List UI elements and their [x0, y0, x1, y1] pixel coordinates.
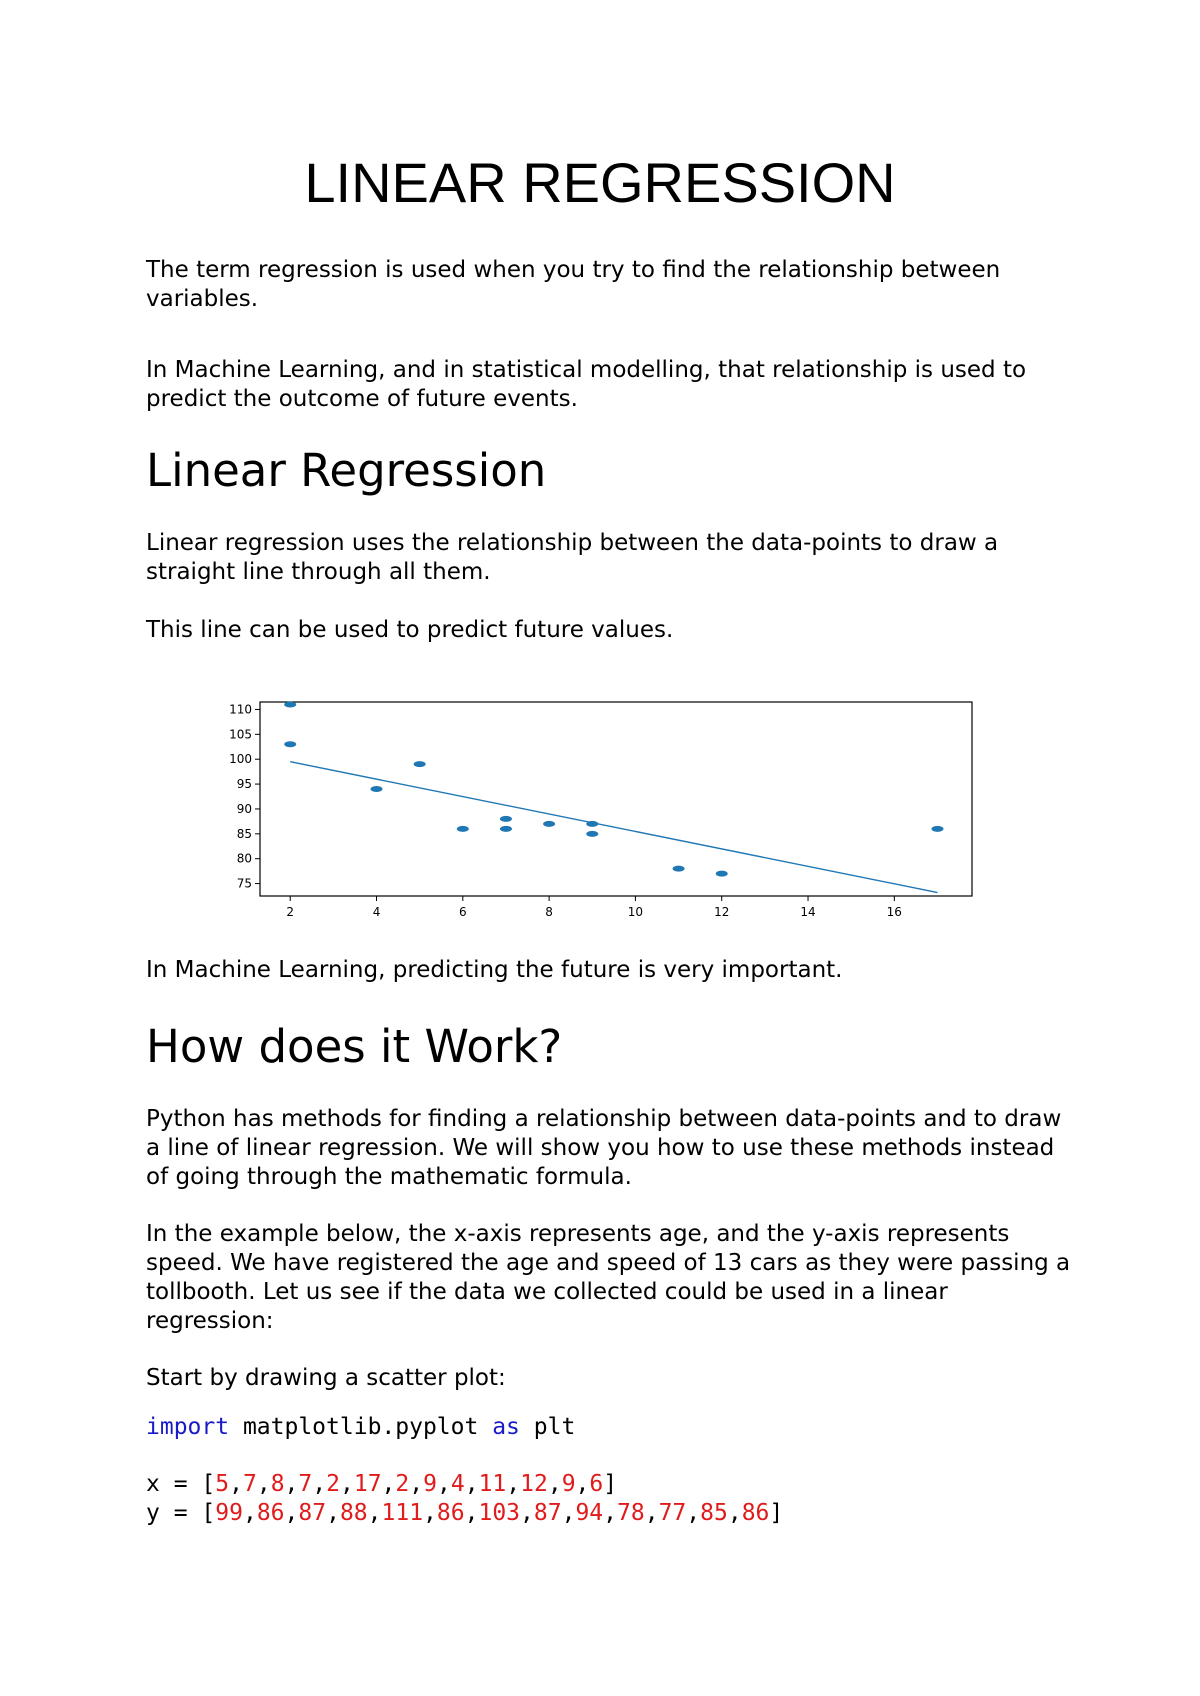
- code-separator: ,: [727, 1500, 742, 1526]
- section1-paragraph-1: Linear regression uses the relationship between the data-points to draw a straight line through all them.: [146, 530, 999, 585]
- y-tick-label: 75: [236, 876, 252, 891]
- code-number: 6: [589, 1471, 604, 1497]
- section-heading-linear-regression: Linear Regression: [146, 444, 547, 497]
- code-suffix: ]: [603, 1471, 618, 1497]
- chart-frame: [260, 702, 972, 896]
- code-separator: ,: [686, 1500, 701, 1526]
- data-point: [586, 831, 598, 837]
- code-number: 2: [326, 1471, 340, 1497]
- x-tick-label: 16: [886, 905, 902, 919]
- section-heading-how-does-it-work: How does it Work?: [146, 1020, 563, 1073]
- code-number: 86: [436, 1500, 465, 1526]
- code-import-line: [146, 1413, 575, 1442]
- code-number: 103: [478, 1500, 521, 1526]
- code-separator: ,: [312, 1471, 327, 1497]
- code-separator: ,: [409, 1471, 424, 1497]
- code-number: 99: [215, 1500, 243, 1526]
- y-tick-label: 110: [229, 702, 252, 717]
- data-point: [284, 741, 296, 747]
- intro-paragraph-2: In Machine Learning, and in statistical modelling, that relationship is used to predict the outcome of future events.: [146, 357, 1027, 412]
- x-tick-label: 10: [627, 905, 644, 919]
- code-y-line: [146, 1499, 783, 1528]
- scatter-chart: [190, 690, 990, 930]
- code-number: 7: [242, 1471, 257, 1497]
- code-keyword-as: as: [492, 1414, 520, 1440]
- code-number: 9: [423, 1471, 437, 1497]
- x-tick-label: 6: [458, 905, 467, 919]
- y-tick-label: 80: [236, 851, 252, 866]
- code-separator: ,: [367, 1500, 382, 1526]
- section2-paragraph-1: Python has methods for finding a relationship between data-points and to draw a line of linear regression. We will show you how to use these methods instead of going through the mathematic formula.: [146, 1106, 1062, 1190]
- code-number: 8: [270, 1471, 285, 1497]
- code-number: 4: [450, 1471, 465, 1497]
- code-number: 12: [520, 1471, 548, 1497]
- code-number: 88: [339, 1500, 368, 1526]
- code-separator: ,: [603, 1500, 617, 1526]
- code-number: 85: [700, 1500, 728, 1526]
- code-separator: ,: [436, 1471, 451, 1497]
- data-point: [716, 871, 728, 877]
- data-point: [371, 786, 383, 792]
- data-point: [931, 826, 943, 832]
- code-separator: ,: [506, 1471, 521, 1497]
- data-point: [284, 701, 296, 707]
- x-tick-label: 2: [286, 905, 295, 919]
- x-tick-label: 4: [372, 905, 381, 919]
- after-chart-paragraph: In Machine Learning, predicting the future is very important.: [146, 957, 843, 983]
- code-prefix: x = [: [146, 1471, 216, 1497]
- code-number: 77: [658, 1500, 687, 1526]
- code-number: 5: [215, 1471, 230, 1497]
- data-point: [586, 821, 598, 827]
- code-separator: ,: [561, 1500, 576, 1526]
- code-separator: ,: [464, 1471, 479, 1497]
- code-number: 7: [298, 1471, 313, 1497]
- regression-line: [290, 762, 937, 893]
- code-keyword-import: import: [146, 1414, 230, 1440]
- code-separator: ,: [339, 1471, 354, 1497]
- data-point: [673, 866, 685, 872]
- code-separator: ,: [284, 1500, 299, 1526]
- data-point: [414, 761, 426, 767]
- code-separator: ,: [242, 1500, 257, 1526]
- data-point: [500, 816, 512, 822]
- code-number: 87: [298, 1500, 327, 1526]
- y-tick-label: 85: [236, 826, 252, 841]
- code-separator: ,: [229, 1471, 243, 1497]
- code-separator: ,: [423, 1500, 437, 1526]
- code-separator: ,: [256, 1471, 271, 1497]
- code-number: 9: [561, 1471, 576, 1497]
- code-number: 78: [617, 1500, 645, 1526]
- chart-plot-area: [229, 701, 972, 919]
- code-number: 17: [353, 1471, 382, 1497]
- code-number: 11: [478, 1471, 507, 1497]
- code-number: 86: [741, 1500, 770, 1526]
- section1-paragraph-2: This line can be used to predict future values.: [146, 617, 674, 643]
- code-separator: ,: [464, 1500, 479, 1526]
- code-separator: ,: [520, 1500, 534, 1526]
- y-tick-label: 90: [236, 801, 252, 816]
- code-module: matplotlib.pyplot: [229, 1414, 493, 1440]
- code-number: 86: [256, 1500, 285, 1526]
- code-separator: ,: [326, 1500, 340, 1526]
- data-point: [500, 826, 512, 832]
- code-number: 87: [533, 1500, 562, 1526]
- section2-paragraph-3: Start by drawing a scatter plot:: [146, 1365, 506, 1391]
- data-point: [543, 821, 555, 827]
- code-number: 94: [575, 1500, 604, 1526]
- data-point: [457, 826, 469, 832]
- intro-paragraph-1: The term regression is used when you try to find the relationship between variables.: [146, 257, 1001, 312]
- code-number: 111: [381, 1500, 424, 1526]
- code-suffix: ]: [769, 1500, 784, 1526]
- code-separator: ,: [381, 1471, 396, 1497]
- code-separator: ,: [575, 1471, 590, 1497]
- code-separator: ,: [284, 1471, 299, 1497]
- code-prefix: y = [: [146, 1500, 216, 1526]
- document-title: LINEAR REGRESSION: [304, 151, 896, 214]
- code-x-line: [146, 1470, 617, 1499]
- x-tick-label: 14: [800, 905, 816, 919]
- code-separator: ,: [547, 1471, 562, 1497]
- code-separator: ,: [644, 1500, 659, 1526]
- x-tick-label: 8: [545, 905, 553, 919]
- y-tick-label: 95: [236, 777, 252, 792]
- code-alias: plt: [519, 1414, 576, 1440]
- y-tick-label: 100: [229, 752, 252, 767]
- section2-paragraph-2: In the example below, the x-axis represents age, and the y-axis represents speed. We have registered the age and speed of 13 cars as they were passing a tollbooth. Let us see if the data we collected could be used in a linear regression:: [146, 1221, 1071, 1334]
- y-tick-label: 105: [229, 727, 252, 742]
- x-tick-label: 12: [714, 905, 730, 919]
- code-number: 2: [395, 1471, 410, 1497]
